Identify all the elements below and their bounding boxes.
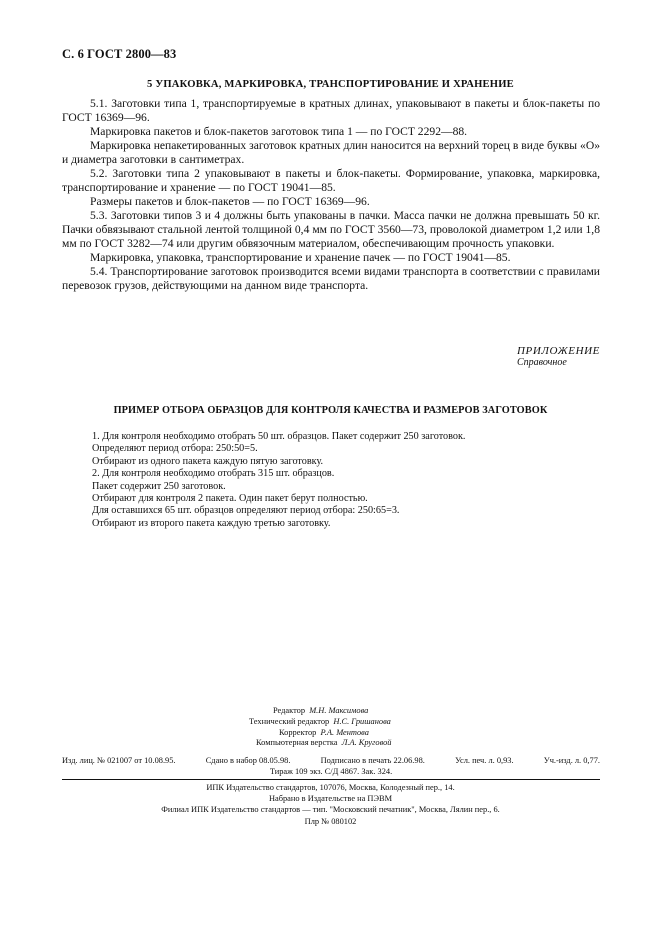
appendix-line: Для оставшихся 65 шт. образцов определяют период отбора: 250:65=3. bbox=[92, 505, 400, 517]
editor-name: М.Н. Максимова bbox=[309, 706, 369, 715]
corrector-name: Р.А. Ментова bbox=[320, 727, 369, 737]
print-sheets: Усл. печ. л. 0,93. bbox=[455, 756, 514, 765]
appendix-title: ПРИМЕР ОТБОРА ОБРАЗЦОВ ДЛЯ КОНТРОЛЯ КАЧЕСТВА И РАЗМЕРОВ ЗАГОТОВОК bbox=[113, 405, 548, 416]
section-title: 5 УПАКОВКА, МАРКИРОВКА, ТРАНСПОРТИРОВАНИЕ И ХРАНЕНИЕ bbox=[147, 79, 514, 90]
credit-editor bbox=[273, 706, 661, 717]
credit-corrector bbox=[279, 728, 661, 739]
layout-role: Компьютерная верстка bbox=[256, 738, 338, 748]
license-number: Изд. лиц. № 021007 от 10.08.95. bbox=[62, 756, 176, 765]
publisher-address: ИПК Издательство стандартов, 107076, Москва, Колодезный пер., 14. bbox=[206, 783, 455, 792]
tech-editor-role: Технический редактор bbox=[249, 716, 330, 726]
appendix-line: Отбирают для контроля 2 пакета. Один пакет берут полностью. bbox=[92, 493, 368, 505]
plr-number: Плр № 080102 bbox=[304, 816, 357, 826]
appendix-label: ПРИЛОЖЕНИЕ bbox=[517, 345, 600, 357]
paragraph-5-3: 5.3. Заготовки типов 3 и 4 должны быть упакованы в пачки. Масса пачки не должна превышать 50 кг. Пачки обвязывают стальной лентой толщиной 0,4 мм по ГОСТ 3560—73, проволокой диаметром 1,2 или 1,8 мм по ГОСТ 3282—74 или другим обвязочным материалом, обеспечивающим прочность упаковки. bbox=[62, 209, 600, 250]
appendix-line: 2. Для контроля необходимо отобрать 315 шт. образцов. bbox=[92, 468, 335, 480]
tech-editor-name: Н.С. Гришанова bbox=[333, 716, 391, 726]
credit-tech-editor bbox=[249, 717, 661, 728]
appendix-sublabel: Справочное bbox=[517, 357, 567, 368]
page-header: С. 6 ГОСТ 2800—83 bbox=[62, 47, 177, 61]
paragraph-5-3-marking: Маркировка, упаковка, транспортирование и хранение пачек — по ГОСТ 19041—85. bbox=[90, 251, 511, 264]
printing-house: Филиал ИПК Издательство стандартов — тип. "Московский печатник", Москва, Лялин пер., 6. bbox=[161, 805, 500, 815]
layout-name: Л.А. Круговой bbox=[341, 738, 392, 748]
editor-role: Редактор bbox=[273, 706, 306, 715]
credit-layout bbox=[256, 738, 661, 749]
imprint-row bbox=[62, 755, 600, 766]
paragraph-5-2: 5.2. Заготовки типа 2 упаковывают в пакеты и блок-пакеты. Формирование, упаковка, маркировка, транспортирование и хранение — по ГОСТ 19041—85. bbox=[62, 167, 600, 194]
appendix-line: 1. Для контроля необходимо отобрать 50 шт. образцов. Пакет содержит 250 заготовок. bbox=[92, 431, 466, 442]
appendix-line: Отбирают из второго пакета каждую третью заготовку. bbox=[92, 517, 331, 529]
imprint-block bbox=[62, 755, 600, 777]
section-body bbox=[62, 97, 600, 293]
paragraph-5-1: 5.1. Заготовки типа 1, транспортируемые в кратных длинах, упаковывают в пакеты и блок-пакеты по ГОСТ 16369—96. bbox=[62, 97, 600, 124]
print-run: Тираж 109 экз. С/Д 4867. Зак. 324. bbox=[269, 767, 393, 776]
appendix-line: Пакет содержит 250 заготовок. bbox=[92, 480, 226, 492]
divider-line bbox=[62, 779, 600, 780]
appendix-line: Отбирают из одного пакета каждую пятую заготовку. bbox=[92, 455, 324, 467]
corrector-role: Корректор bbox=[279, 727, 317, 737]
paragraph-5-4: 5.4. Транспортирование заготовок производится всеми видами транспорта в соответствии с правилами перевозок грузов, действующими на данном виде транспорта. bbox=[62, 265, 600, 292]
sent-to-typesetting: Сдано в набор 08.05.98. bbox=[205, 756, 291, 765]
signed-for-print: Подписано в печать 22.06.98. bbox=[320, 756, 425, 765]
typeset-note: Набрано в Издательстве на ПЭВМ bbox=[268, 794, 393, 804]
appendix-label-block bbox=[517, 345, 600, 369]
credits-block bbox=[0, 706, 661, 749]
paragraph-5-2-sizes: Размеры пакетов и блок-пакетов — по ГОСТ 16369—96. bbox=[90, 195, 370, 208]
publisher-block bbox=[0, 782, 661, 827]
paragraph-5-1-unpacked: Маркировка непакетированных заготовок кратных длин наносится на верхний торец в виде буквы «О» и диаметра заготовки в сантиметрах. bbox=[62, 139, 600, 166]
appendix-line: Определяют период отбора: 250:50=5. bbox=[92, 443, 258, 455]
publishing-sheets: Уч.-изд. л. 0,77. bbox=[543, 756, 600, 765]
appendix-body bbox=[92, 431, 592, 530]
paragraph-5-1-marking: Маркировка пакетов и блок-пакетов заготовок типа 1 — по ГОСТ 2292—88. bbox=[90, 125, 468, 138]
